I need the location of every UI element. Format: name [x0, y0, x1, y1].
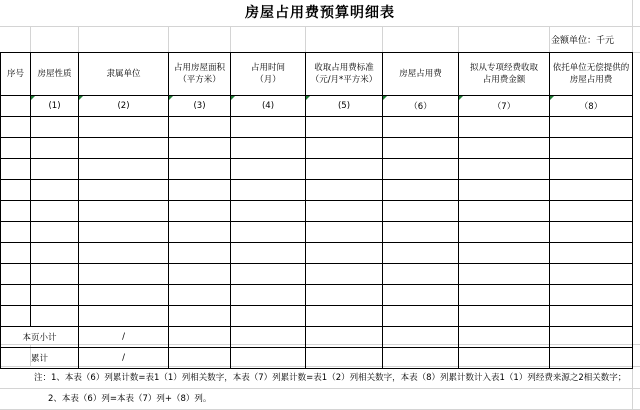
column-header [550, 53, 633, 96]
table-cell[interactable] [550, 201, 633, 222]
table-cell[interactable] [306, 243, 383, 264]
table-cell[interactable] [550, 222, 633, 243]
column-header-text: 占用时间 [250, 63, 285, 73]
column-header-text: 依托单位无偿提供的 [552, 63, 630, 73]
table-cell[interactable] [79, 285, 169, 306]
table-cell[interactable] [550, 243, 633, 264]
table-cell[interactable] [550, 348, 633, 369]
column-header [383, 53, 459, 96]
table-cell[interactable] [550, 264, 633, 285]
table-cell[interactable] [459, 180, 550, 201]
column-number-cell[interactable] [1, 96, 31, 117]
table-cell[interactable] [1, 201, 31, 222]
column-number-cell[interactable]: (5) [306, 96, 383, 117]
table-cell[interactable] [383, 159, 459, 180]
table-cell[interactable] [459, 348, 550, 369]
table-cell[interactable] [31, 201, 79, 222]
table-cell[interactable] [383, 180, 459, 201]
table-row [1, 117, 633, 138]
table-cell[interactable] [79, 138, 169, 159]
column-header [231, 53, 306, 96]
table-cell[interactable] [550, 117, 633, 138]
table-cell[interactable] [169, 180, 231, 201]
table-cell[interactable] [383, 306, 459, 327]
table-cell[interactable] [550, 306, 633, 327]
table-cell[interactable] [306, 138, 383, 159]
table-row [1, 138, 633, 159]
table-cell[interactable] [383, 243, 459, 264]
table-cell[interactable] [1, 306, 31, 327]
table-cell[interactable] [306, 180, 383, 201]
table-cell[interactable] [31, 306, 79, 327]
column-header-text: 占用费金额 [482, 75, 526, 85]
table-cell[interactable] [1, 264, 31, 285]
table-cell[interactable] [169, 243, 231, 264]
table-cell[interactable] [1, 117, 31, 138]
table-cell[interactable] [31, 243, 79, 264]
page-title: 房屋占用费预算明细表 [245, 5, 395, 21]
table-cell[interactable] [550, 138, 633, 159]
header-row [1, 53, 633, 96]
table-cell[interactable] [459, 159, 550, 180]
table-cell[interactable] [231, 138, 306, 159]
table-cell[interactable] [1, 159, 31, 180]
table-cell[interactable] [306, 306, 383, 327]
table-cell[interactable] [31, 285, 79, 306]
table-cell[interactable] [1, 243, 31, 264]
table-cell[interactable] [550, 159, 633, 180]
table-cell[interactable] [306, 159, 383, 180]
table-row [1, 285, 633, 306]
table-cell[interactable] [383, 138, 459, 159]
table-cell[interactable] [459, 222, 550, 243]
table-cell[interactable] [231, 348, 306, 369]
table-cell[interactable] [383, 348, 459, 369]
table-cell[interactable] [79, 201, 169, 222]
column-header-text: 隶属单位 [106, 69, 141, 79]
cumulative-unit-cell[interactable]: / [79, 348, 169, 369]
table-cell[interactable] [231, 180, 306, 201]
table-cell[interactable] [306, 222, 383, 243]
table-cell[interactable] [1, 138, 31, 159]
column-header-text: 拟从专项经费收取 [469, 63, 538, 73]
table-cell[interactable] [459, 285, 550, 306]
table-cell[interactable] [459, 306, 550, 327]
table-cell[interactable] [79, 222, 169, 243]
table-cell[interactable] [306, 201, 383, 222]
table-cell[interactable] [1, 222, 31, 243]
column-header-text: 占用房屋面积 [173, 63, 225, 73]
column-header-text: 房屋性质 [37, 69, 72, 79]
table-cell[interactable] [79, 243, 169, 264]
table-cell[interactable] [31, 222, 79, 243]
table-cell[interactable] [459, 117, 550, 138]
table-cell[interactable] [79, 159, 169, 180]
subtotal-label: 本页小计 [1, 327, 79, 348]
column-number-row [1, 96, 633, 117]
table-row [1, 159, 633, 180]
table-cell[interactable] [169, 306, 231, 327]
table-cell[interactable] [31, 159, 79, 180]
table-cell[interactable] [231, 306, 306, 327]
table-cell[interactable] [31, 264, 79, 285]
table-cell[interactable] [231, 327, 306, 348]
table-cell[interactable] [169, 138, 231, 159]
table-cell[interactable] [383, 117, 459, 138]
table-row [1, 180, 633, 201]
table-cell[interactable] [31, 117, 79, 138]
table-cell[interactable] [169, 117, 231, 138]
table-cell[interactable] [550, 327, 633, 348]
table-cell[interactable] [169, 285, 231, 306]
table-cell[interactable] [231, 159, 306, 180]
column-number-cell[interactable]: (2) [79, 96, 169, 117]
cumulative-label: 累计 [1, 348, 79, 369]
table-cell[interactable] [1, 180, 31, 201]
note-line-2: 2、本表（6）列=本表（7）列+（8）列。 [48, 394, 212, 404]
table-row [1, 222, 633, 243]
table-row [1, 201, 633, 222]
amount-unit-label: 金额单位：千元 [550, 36, 614, 46]
table-cell[interactable] [306, 285, 383, 306]
column-header-text: （元/月*平方米） [310, 75, 378, 85]
table-cell[interactable] [169, 327, 231, 348]
column-number-cell[interactable]: （6） [383, 96, 459, 117]
column-number-cell[interactable]: (1) [31, 96, 79, 117]
table-body [1, 53, 633, 369]
table-cell[interactable] [231, 264, 306, 285]
column-header [459, 53, 550, 96]
table-cell[interactable] [459, 201, 550, 222]
table-cell[interactable] [306, 264, 383, 285]
table-cell[interactable] [231, 201, 306, 222]
table-cell[interactable] [79, 306, 169, 327]
column-header [169, 53, 231, 96]
subtotal-row [1, 327, 633, 348]
table-cell[interactable] [459, 264, 550, 285]
table-cell[interactable] [231, 285, 306, 306]
column-header [306, 53, 383, 96]
column-number-cell[interactable]: (4) [231, 96, 306, 117]
column-header [79, 53, 169, 96]
table-cell[interactable] [383, 264, 459, 285]
column-number-cell[interactable]: （7） [459, 96, 550, 117]
note-line-1: 注：1、本表（6）列累计数=表1（1）列相关数字，本表（7）列累计数=表1（2）列相关数字，本表（8）列累计数计入表1（1）列经费来源之2相关数字； [34, 373, 627, 383]
table-cell[interactable] [79, 264, 169, 285]
table-cell[interactable] [306, 348, 383, 369]
table-cell[interactable] [231, 117, 306, 138]
table-cell[interactable] [383, 285, 459, 306]
column-header [31, 53, 79, 96]
table-cell[interactable] [79, 117, 169, 138]
table-row [1, 306, 633, 327]
table-cell[interactable] [31, 180, 79, 201]
table-cell[interactable] [306, 327, 383, 348]
table-cell[interactable] [231, 243, 306, 264]
table-cell[interactable] [31, 138, 79, 159]
table-cell[interactable] [169, 222, 231, 243]
budget-detail-table [0, 52, 633, 369]
column-number-cell[interactable]: （8） [550, 96, 633, 117]
column-header-text: （月） [255, 75, 281, 85]
column-header-text: 房屋占用费 [569, 75, 613, 85]
column-number-cell[interactable]: (3) [169, 96, 231, 117]
table-cell[interactable] [383, 201, 459, 222]
column-header-text: 房屋占用费 [399, 69, 442, 79]
table-row [1, 264, 633, 285]
table-cell[interactable] [459, 138, 550, 159]
subtotal-unit-cell[interactable]: / [79, 327, 169, 348]
column-header-text: 序号 [6, 69, 24, 79]
table-cell[interactable] [79, 180, 169, 201]
table-cell[interactable] [550, 180, 633, 201]
table-cell[interactable] [459, 327, 550, 348]
table-cell[interactable] [383, 222, 459, 243]
table-cell[interactable] [383, 327, 459, 348]
table-cell[interactable] [306, 117, 383, 138]
table-cell[interactable] [169, 348, 231, 369]
table-cell[interactable] [231, 222, 306, 243]
table-cell[interactable] [169, 159, 231, 180]
table-cell[interactable] [459, 243, 550, 264]
table-row [1, 243, 633, 264]
column-header-text: 收取占用费标准 [314, 63, 374, 73]
cumulative-row [1, 348, 633, 369]
column-header [1, 53, 31, 96]
column-header-text: （平方米） [178, 75, 221, 85]
table-cell[interactable] [550, 285, 633, 306]
table-cell[interactable] [169, 201, 231, 222]
table-cell[interactable] [1, 285, 31, 306]
table-cell[interactable] [169, 264, 231, 285]
